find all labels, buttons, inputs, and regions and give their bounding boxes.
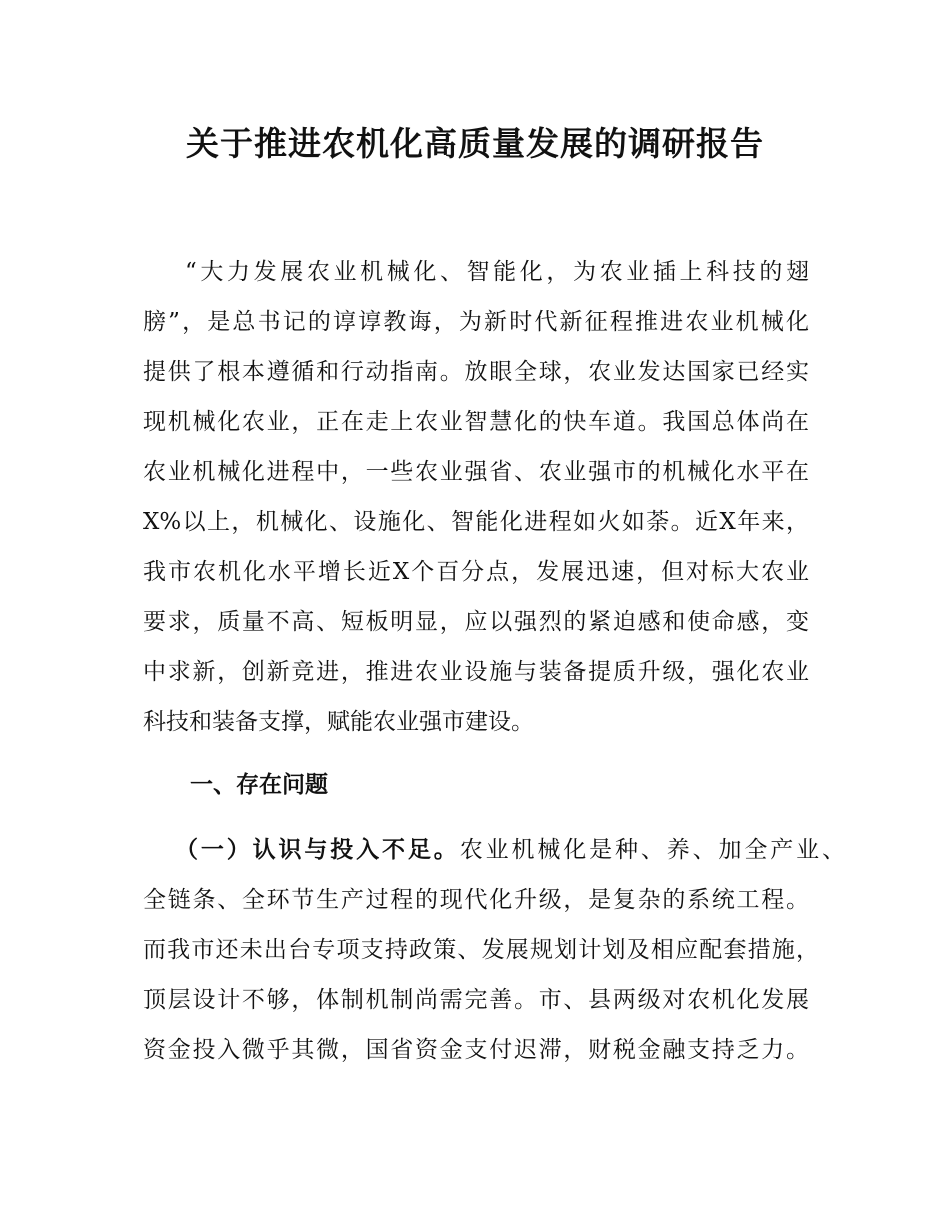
paragraph-text: 农业机械化是种、养、加全产业、 (459, 837, 846, 863)
paragraph-line: “大力发展农业机械化、智能化，为农业插上科技的翅 (185, 259, 809, 285)
paragraph-line: 要求，质量不高、短板明显，应以强烈的紧迫感和使命感，变 (143, 609, 809, 635)
paragraph-line: 全链条、全环节生产过程的现代化升级，是复杂的系统工程。 (143, 887, 809, 913)
intro-paragraph (143, 247, 809, 747)
document-title: 关于推进农机化高质量发展的调研报告 (186, 124, 764, 163)
paragraph-line: 资金投入微乎其微，国省资金支付迟滞，财税金融支持乏力。 (143, 1037, 809, 1063)
paragraph-line: 我市农机化水平增长近X个百分点，发展迅速，但对标大农业 (143, 559, 809, 585)
paragraph-line: 现机械化农业，正在走上农业智慧化的快车道。我国总体尚在 (143, 409, 809, 435)
paragraph-line: 农业机械化进程中，一些农业强省、农业强市的机械化水平在 (143, 459, 809, 485)
paragraph-first-line (175, 825, 845, 875)
section-heading: 一、存在问题 (190, 772, 328, 798)
paragraph-line: 顶层设计不够，体制机制尚需完善。市、县两级对农机化发展 (143, 987, 809, 1013)
paragraph-line: 膀”，是总书记的谆谆教诲，为新时代新征程推进农业机械化 (143, 309, 809, 335)
paragraph-line: 提供了根本遵循和行动指南。放眼全球，农业发达国家已经实 (143, 359, 809, 385)
paragraph-line: 而我市还未出台专项支持政策、发展规划计划及相应配套措施， (143, 937, 819, 963)
paragraph-line: 科技和装备支撑，赋能农业强市建设。 (143, 709, 534, 735)
subsection-lead: （一）认识与投入不足。 (175, 837, 460, 863)
paragraph-line: 中求新，创新竞进，推进农业设施与装备提质升级，强化农业 (143, 659, 809, 685)
paragraph-line: X%以上，机械化、设施化、智能化进程如火如荼。近X年来， (143, 509, 809, 535)
subsection-paragraph (143, 825, 846, 1075)
